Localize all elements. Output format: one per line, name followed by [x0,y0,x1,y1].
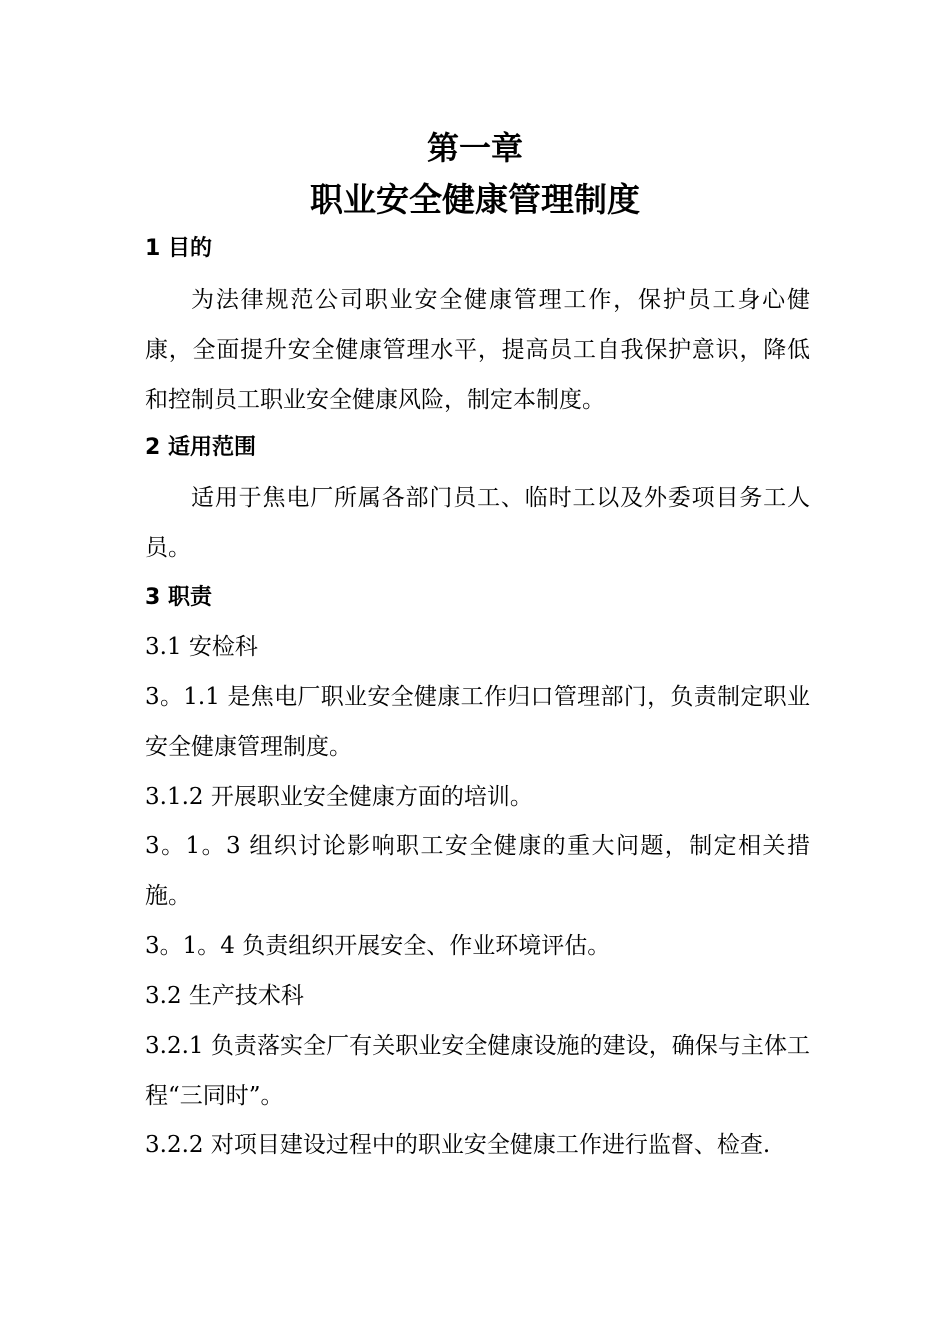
section-body-scope: 适用于焦电厂所属各部门员工、临时工以及外委项目务工人员。 [145,485,810,561]
duty-item-3-2: 3.2 生产技术科 [145,983,304,1009]
duty-item-3-1-4: 3。1。4 负责组织开展安全、作业环境评估。 [145,933,611,959]
duty-item-3-1-3: 3。1。3 组织讨论影响职工安全健康的重大问题，制定相关措施。 [145,833,810,909]
chapter-title: 职业安全健康管理制度 [310,180,640,219]
duty-item-3-1-2: 3.1.2 开展职业安全健康方面的培训。 [145,784,533,810]
duty-item-3-2-1: 3.2.1 负责落实全厂有关职业安全健康设施的建设，确保与主体工程“三同时”。 [145,1033,810,1109]
duty-item-3-1: 3.1 安检科 [145,634,258,660]
chapter-number: 第一章 [426,129,523,167]
section-heading-purpose: 1 目的 [145,236,212,261]
duty-item-3-1-1: 3。1.1 是焦电厂职业安全健康工作归口管理部门，负责制定职业安全健康管理制度。 [145,684,810,760]
section-body-purpose: 为法律规范公司职业安全健康管理工作，保护员工身心健康，全面提升安全健康管理水平，提高员工自我保护意识，降低和控制员工职业安全健康风险，制定本制度。 [145,287,810,413]
section-heading-duties: 3 职责 [145,585,212,610]
section-heading-scope: 2 适用范围 [145,435,256,460]
duty-item-3-2-2: 3.2.2 对项目建设过程中的职业安全健康工作进行监督、检查. [145,1132,771,1158]
